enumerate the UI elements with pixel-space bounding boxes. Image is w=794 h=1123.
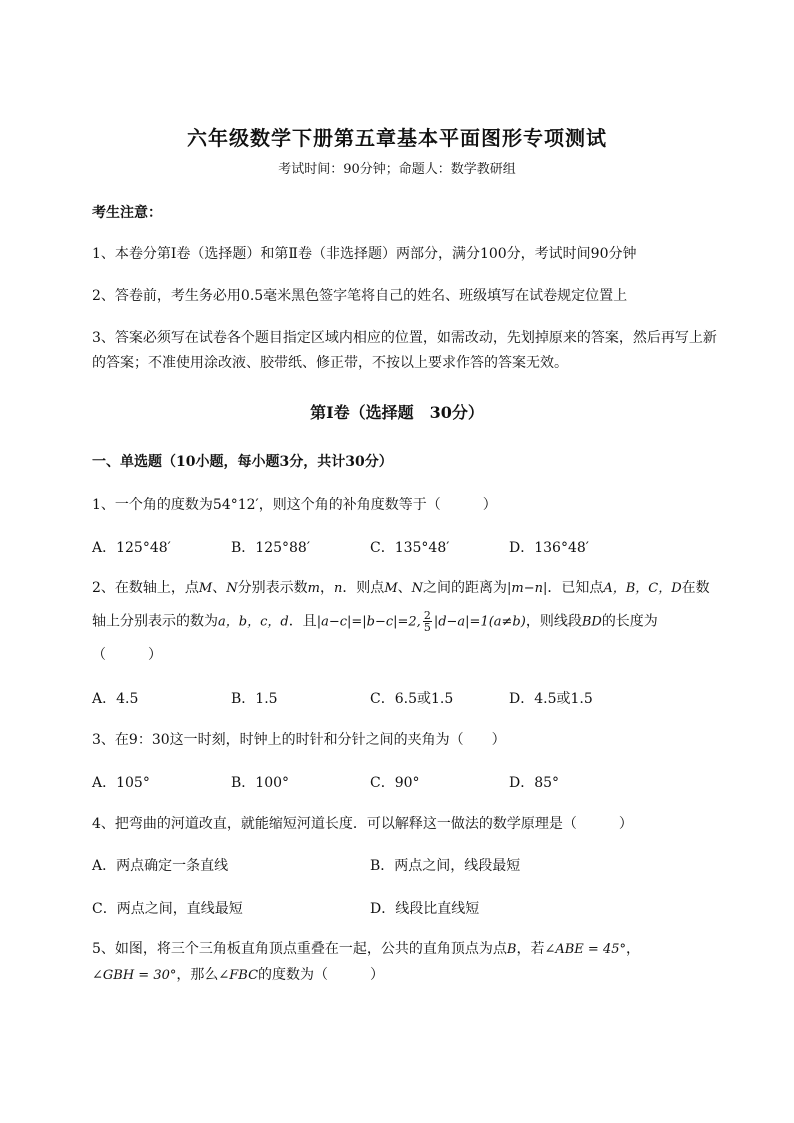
notice-item-1: 1、本卷分第I卷（选择题）和第Ⅱ卷（非选择题）两部分，满分100分，考试时间90分钟 bbox=[92, 246, 637, 262]
question-2-stem-line1 bbox=[92, 577, 710, 597]
q2-text-b: 分别表示数 bbox=[237, 580, 308, 596]
question-4-stem: 4、把弯曲的河道改直，就能缩短河道长度．可以解释这一做法的数学原理是（ ） bbox=[92, 816, 633, 832]
q2-text-d: 之间的距离为 bbox=[423, 580, 507, 596]
question-3-stem: 3、在9：30这一时刻，时钟上的时针和分针之间的夹角为（ ） bbox=[92, 732, 506, 748]
q2-point-m2: M bbox=[384, 581, 398, 596]
q2-vars-abcd: a，b，c，d bbox=[218, 614, 289, 630]
question-5-stem-line2 bbox=[92, 964, 384, 984]
q2-comma: ， bbox=[319, 580, 334, 596]
q2-point-n: N bbox=[226, 581, 238, 596]
q5-text-c: ， bbox=[626, 941, 640, 957]
q2-line2-d: 的长度为 bbox=[601, 613, 658, 630]
part1-title: 第I卷（选择题 30分） bbox=[310, 403, 484, 422]
question-1-option-a: A．125°48′ bbox=[92, 540, 171, 556]
exam-subtitle: 考试时间：90分钟；命题人：数学教研组 bbox=[278, 162, 516, 177]
section-heading: 一、单选题（10小题，每小题3分，共计30分） bbox=[92, 454, 393, 470]
q5-text-e: 的度数为（ ） bbox=[258, 967, 385, 983]
q2-text-f: 在数 bbox=[681, 580, 710, 596]
q2-condition-1: |a−c|=|b−c|=2, bbox=[316, 614, 421, 630]
question-3-option-b: B．100° bbox=[231, 775, 290, 791]
question-1-option-d: D．136°48′ bbox=[509, 540, 589, 556]
q2-points-abcd: A，B，C，D bbox=[603, 581, 682, 596]
notice-item-2: 2、答卷前，考生务必用0.5毫米黑色签字笔将自己的姓名、班级填写在试卷规定位置上 bbox=[92, 288, 628, 304]
q5-angle-abe: ∠ABE = 45° bbox=[544, 942, 626, 957]
q2-point-n2: N bbox=[411, 581, 423, 596]
question-4-option-a: A．两点确定一条直线 bbox=[92, 858, 229, 874]
notice-item-3: 3、答案必须写在试卷各个题目指定区域内相应的位置，如需改动，先划掉原来的答案，然后再写上新 bbox=[92, 330, 717, 346]
q2-condition-2: |d−a|=1(a≠b) bbox=[433, 614, 526, 630]
q2-point-m: M bbox=[198, 581, 213, 596]
question-2-option-d: D．4.5或1.5 bbox=[509, 691, 593, 707]
q2-sep2: 、 bbox=[397, 580, 412, 596]
q2-fraction-numerator: 2 bbox=[423, 609, 431, 622]
question-2-answer-blank: （ ） bbox=[92, 647, 162, 663]
q2-fraction bbox=[423, 610, 432, 633]
question-4-option-b: B．两点之间，线段最短 bbox=[370, 858, 521, 874]
q2-line2-b: ．且 bbox=[288, 613, 317, 630]
question-3-option-d: D．85° bbox=[509, 775, 560, 791]
q2-text-c: ．则点 bbox=[342, 580, 385, 596]
q2-sep1: 、 bbox=[212, 580, 227, 596]
q2-fraction-denominator: 5 bbox=[423, 621, 431, 634]
q2-var-m: m bbox=[307, 581, 320, 596]
q5-point-b: B bbox=[506, 942, 517, 957]
q5-angle-fbc: ∠FBC bbox=[218, 968, 259, 983]
q5-angle-gbh: ∠GBH = 30° bbox=[92, 968, 177, 983]
question-1-option-b: B．125°88′ bbox=[231, 540, 311, 556]
q2-var-n: n bbox=[333, 581, 343, 596]
q2-line2-c: ，则线段 bbox=[525, 613, 582, 630]
q5-text-a: 5、如图，将三个三角板直角顶点重叠在一起，公共的直角顶点为点 bbox=[92, 941, 507, 957]
q2-line2-a: 轴上分别表示的数为 bbox=[92, 613, 218, 630]
q5-text-b: ，若 bbox=[516, 941, 545, 957]
q2-distance-expr: |m−n| bbox=[507, 581, 548, 596]
exam-title: 六年级数学下册第五章基本平面图形专项测试 bbox=[187, 126, 607, 150]
question-2-stem-line2 bbox=[92, 610, 658, 633]
notice-heading: 考生注意： bbox=[92, 205, 162, 221]
q2-text-a: 2、在数轴上，点 bbox=[92, 580, 199, 596]
question-2-option-b: B．1.5 bbox=[231, 691, 278, 707]
question-3-option-a: A．105° bbox=[92, 775, 150, 791]
question-5-stem-line1 bbox=[92, 938, 640, 958]
question-3-option-c: C．90° bbox=[370, 775, 420, 791]
q5-text-d: ，那么 bbox=[176, 967, 219, 983]
question-4-option-c: C．两点之间，直线最短 bbox=[92, 901, 243, 917]
question-2-option-c: C．6.5或1.5 bbox=[370, 691, 454, 707]
question-2-option-a: A．4.5 bbox=[92, 691, 139, 707]
notice-item-3-cont: 的答案；不准使用涂改液、胶带纸、修正带，不按以上要求作答的答案无效。 bbox=[92, 355, 568, 371]
q2-text-e: ．已知点 bbox=[547, 580, 604, 596]
question-4-option-d: D．线段比直线短 bbox=[370, 901, 480, 917]
q2-segment-bd: BD bbox=[581, 614, 602, 630]
question-1-stem: 1、一个角的度数为54°12′，则这个角的补角度数等于（ ） bbox=[92, 497, 497, 513]
question-1-option-c: C．135°48′ bbox=[370, 540, 450, 556]
